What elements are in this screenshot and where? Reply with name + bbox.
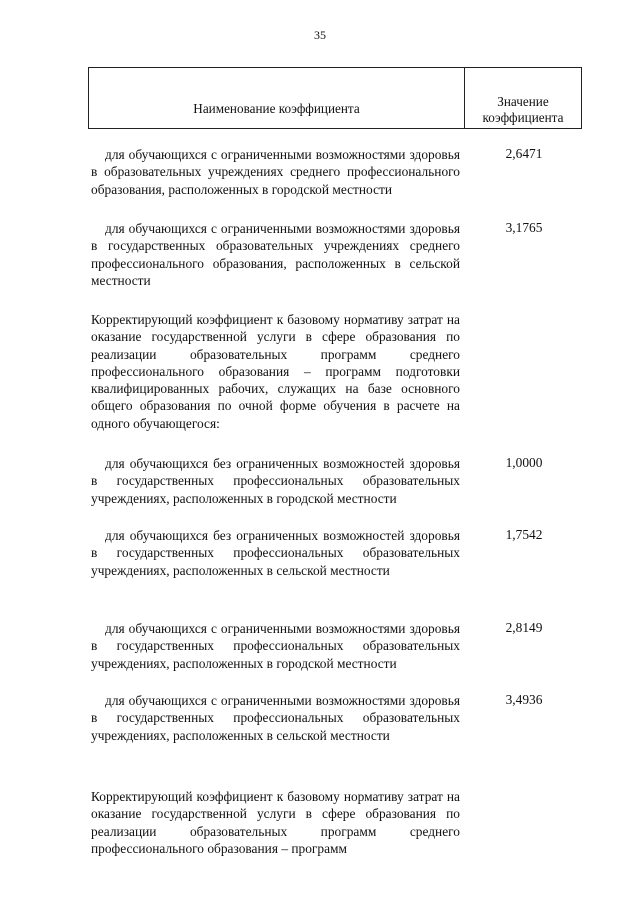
row-value: 1,7542 bbox=[505, 527, 543, 542]
section-heading: Корректирующий коэффициент к базовому нормативу затрат на оказание государственной услуги в сфере образования по реализации образовательных программ среднего профессионального образования – программ подготовки квалифицированных рабочих, служащих на базе основного общего образования по очной форме обучения в расчете на одного обучающегося: bbox=[91, 312, 460, 431]
row-text: для обучающихся с ограниченными возможностями здоровья в государственных образовательных учреждениях среднего профессионального образования, расположенных в сельской местности bbox=[91, 221, 460, 288]
row-text: для обучающихся с ограниченными возможностями здоровья в образовательных учреждениях среднего профессионального образования, расположенных в городской местности bbox=[91, 147, 460, 197]
row-text: для обучающихся с ограниченными возможностями здоровья в государственных профессиональных образовательных учреждениях, расположенных в сельской местности bbox=[91, 693, 460, 743]
row-text: для обучающихся с ограниченными возможностями здоровья в государственных профессиональных образовательных учреждениях, расположенных в городской местности bbox=[91, 621, 460, 671]
row-value: 3,1765 bbox=[505, 220, 543, 235]
row-value: 3,4936 bbox=[505, 692, 543, 707]
section-heading: Корректирующий коэффициент к базовому нормативу затрат на оказание государственной услуги в сфере образования по реализации образовательных программ среднего профессионального образования – программ bbox=[91, 789, 460, 856]
header-coefficient-value: Значение коэффициента bbox=[482, 94, 564, 125]
row-value: 2,6471 bbox=[505, 146, 543, 161]
header-coefficient-name: Наименование коэффициента bbox=[193, 101, 360, 116]
table-header bbox=[88, 67, 582, 129]
row-text: для обучающихся без ограниченных возможностей здоровья в государственных профессиональных образовательных учреждениях, расположенных в городской местности bbox=[91, 456, 460, 506]
page-number: 35 bbox=[314, 28, 326, 42]
row-value: 1,0000 bbox=[505, 455, 543, 470]
row-text: для обучающихся без ограниченных возможностей здоровья в государственных профессиональных образовательных учреждениях, расположенных в сельской местности bbox=[91, 528, 460, 578]
header-bottom-border bbox=[88, 128, 582, 129]
row-value: 2,8149 bbox=[505, 620, 543, 635]
